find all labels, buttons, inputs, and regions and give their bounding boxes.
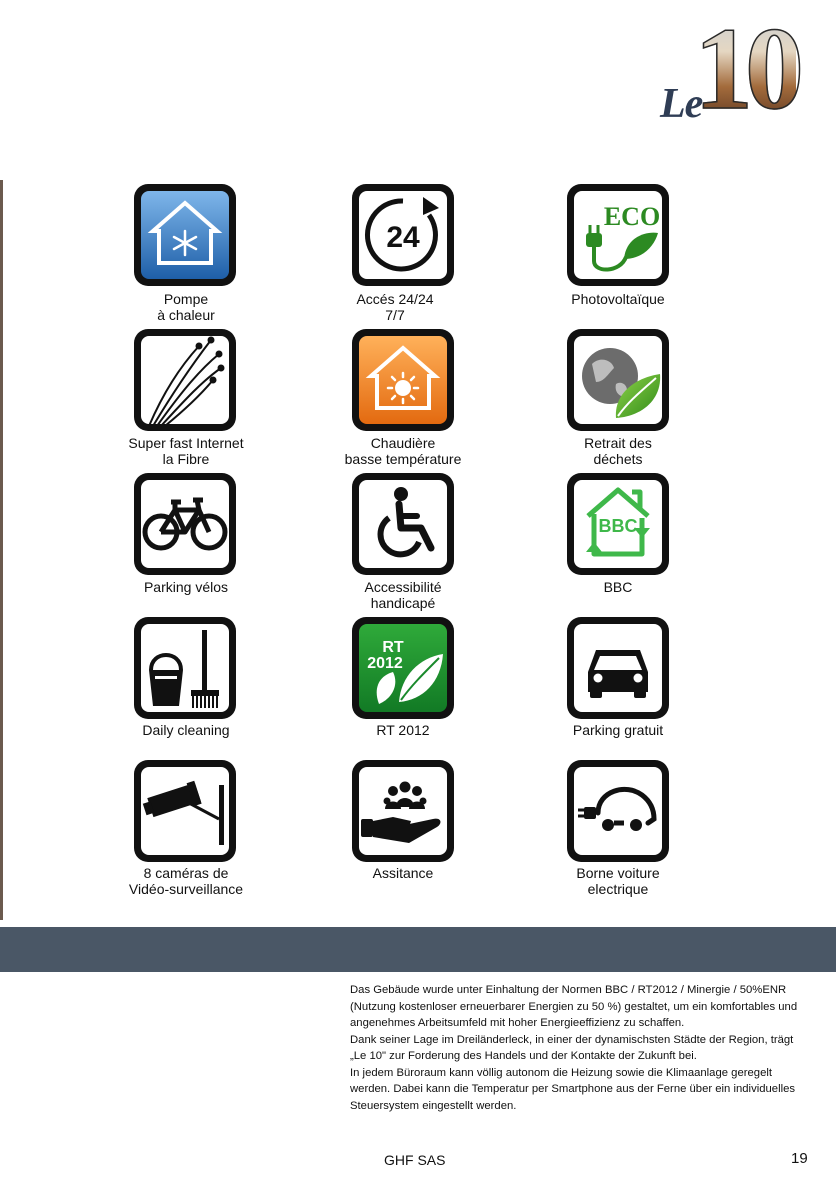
svg-text:ECO: ECO bbox=[603, 202, 661, 231]
eco-plug-icon bbox=[564, 181, 672, 289]
footer-company: GHF SAS bbox=[384, 1152, 446, 1168]
caption-ev-charger: Borne voiture electrique bbox=[576, 865, 660, 897]
caption-bbc: BBC bbox=[603, 579, 633, 595]
caption-photovoltaic: Photovoltaïque bbox=[571, 291, 665, 307]
boiler-icon bbox=[349, 326, 457, 434]
electric-car-icon bbox=[564, 757, 672, 865]
wheelchair-icon bbox=[349, 470, 457, 578]
caption-rt2012: RT 2012 bbox=[376, 722, 430, 738]
helping-hand-icon bbox=[349, 757, 457, 865]
logo-le: Le bbox=[660, 81, 703, 127]
caption-waste: Retrait des déchets bbox=[584, 435, 652, 467]
cleaning-icon bbox=[131, 614, 239, 722]
divider-band bbox=[0, 927, 836, 972]
car-icon bbox=[564, 614, 672, 722]
security-camera-icon bbox=[131, 757, 239, 865]
svg-text:BBC: BBC bbox=[598, 516, 638, 536]
svg-text:24: 24 bbox=[386, 221, 420, 254]
clock-24-icon bbox=[349, 181, 457, 289]
description-text bbox=[350, 982, 798, 1114]
svg-text:2012: 2012 bbox=[367, 655, 403, 672]
caption-heat-pump: Pompe à chaleur bbox=[157, 291, 215, 323]
left-page-edge bbox=[0, 180, 3, 920]
caption-cleaning: Daily cleaning bbox=[142, 722, 230, 738]
description-paragraph: Das Gebäude wurde unter Einhaltung der Normen BBC / RT2012 / Minergie / 50%ENR (Nutzung kostenloser erneuerbarer Energien zu 50 %) gestaltet, um ein komfortables und angenehmes Arbeitsumfeld mit hoher Energieeffizienz zu schaffen. bbox=[350, 984, 798, 1029]
fiber-optic-icon bbox=[131, 326, 239, 434]
caption-bike-parking: Parking vélos bbox=[143, 579, 229, 595]
caption-cctv: 8 caméras de Vidéo-surveillance bbox=[128, 865, 244, 897]
caption-boiler: Chaudière basse température bbox=[344, 435, 462, 467]
le10-logo bbox=[660, 3, 820, 134]
heat-pump-icon bbox=[131, 181, 239, 289]
bicycle-icon bbox=[131, 470, 239, 578]
logo-number: 10 bbox=[694, 3, 796, 134]
globe-leaf-icon bbox=[564, 326, 672, 434]
bbc-house-icon bbox=[564, 470, 672, 578]
page-number: 19 bbox=[791, 1150, 808, 1167]
caption-assistance: Assitance bbox=[372, 865, 434, 881]
caption-fiber: Super fast Internet la Fibre bbox=[128, 435, 244, 467]
svg-text:RT: RT bbox=[382, 639, 404, 656]
caption-access-24: Accés 24/24 7/7 bbox=[356, 291, 434, 323]
rt2012-leaf-icon bbox=[349, 614, 457, 722]
description-paragraph: In jedem Büroraum kann völlig autonom die Heizung sowie die Klimaanlage geregelt werden. Dabei kann die Temperatur per Smartphone aus der Ferne über ein individuelles Steuersystem eingestellt werden. bbox=[350, 1066, 796, 1112]
caption-accessibility: Accessibilité handicapé bbox=[364, 579, 442, 611]
description-paragraph: Dank seiner Lage im Dreiländerleck, in einer der dynamischsten Städte der Region, trägt „Le 10" zur Forderung des Handels und der Kontakte der Zukunft bei. bbox=[350, 1033, 794, 1062]
caption-free-parking: Parking gratuit bbox=[572, 722, 664, 738]
